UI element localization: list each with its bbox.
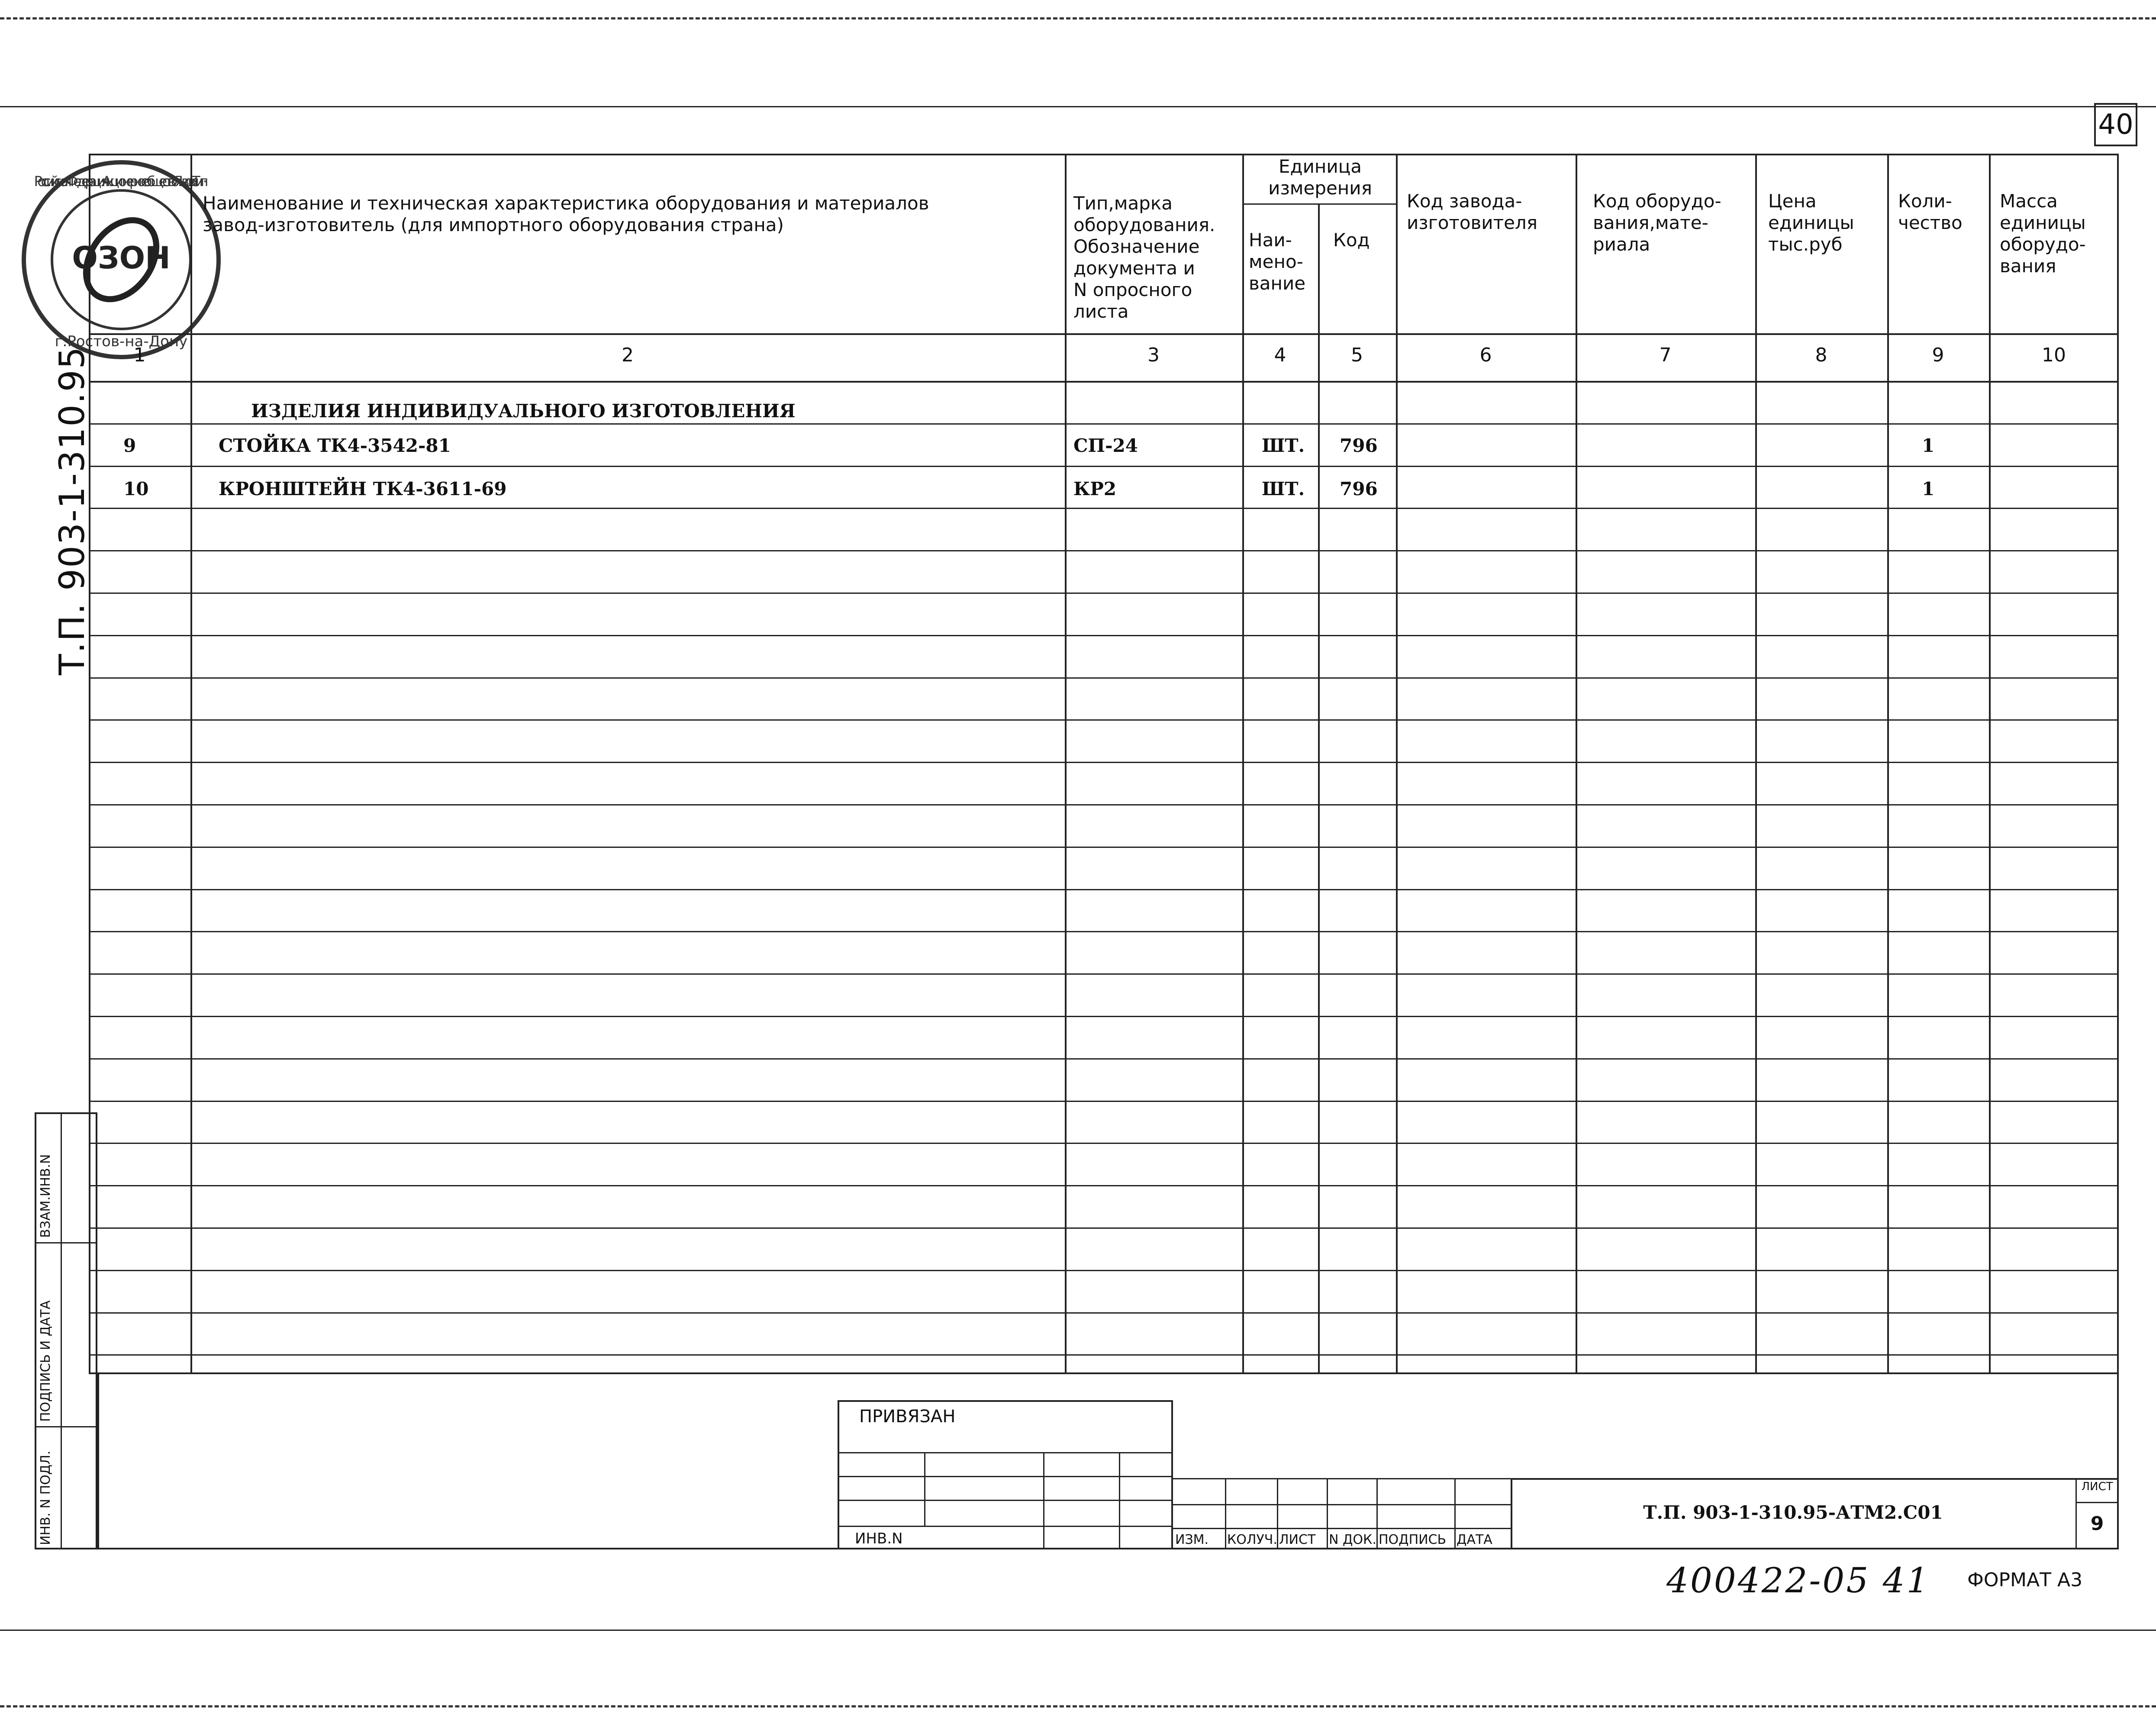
header-col2: Наименование и техническая характеристика оборудования и материалов завод-изготовитель (для импортного оборудования страна) xyxy=(203,193,929,235)
table-row-line xyxy=(89,931,2119,932)
row-qty: 1 xyxy=(1922,478,1935,499)
table-row-line xyxy=(89,1312,2119,1314)
row-type: СП-24 xyxy=(1073,435,1138,456)
col-number: 7 xyxy=(1659,344,1672,366)
inv-n-label: ИНВ.N xyxy=(855,1530,903,1547)
row-unit: ШТ. xyxy=(1262,435,1305,456)
row-name: КРОНШТЕЙН ТК4-3611-69 xyxy=(219,478,507,499)
privyazan-label: ПРИВЯЗАН xyxy=(859,1407,956,1427)
page-number: 40 xyxy=(2094,103,2137,146)
table-row-line xyxy=(89,889,2119,890)
row-code: 796 xyxy=(1340,478,1378,499)
row-code: 796 xyxy=(1340,435,1378,456)
top-cut-line xyxy=(0,17,2156,19)
row-qty: 1 xyxy=(1922,435,1935,456)
sheet-number: 9 xyxy=(2090,1513,2104,1535)
col-number: 2 xyxy=(622,344,634,366)
col-number: 8 xyxy=(1815,344,1827,366)
table-row-line xyxy=(89,804,2119,805)
table-row-line xyxy=(89,466,2119,467)
side-label-inv: ИНВ. N ПОДЛ. xyxy=(38,1450,53,1545)
col-number: 1 xyxy=(133,344,146,366)
col-number: 3 xyxy=(1147,344,1160,366)
row-name: СТОЙКА ТК4-3542-81 xyxy=(219,435,451,456)
handwritten-number: 400422-05 41 xyxy=(1666,1560,1930,1601)
row-position: 9 xyxy=(123,435,136,456)
table-row-line xyxy=(89,1143,2119,1144)
stamp-outer-text: Российская Федерация · Акционерное общество · Львовс · Тип · xyxy=(34,173,209,190)
table-row-line xyxy=(89,550,2119,551)
table-row-line xyxy=(89,677,2119,679)
izm-label: ИЗМ. xyxy=(1175,1532,1209,1547)
header-col5: Код xyxy=(1333,229,1370,251)
table-row-line xyxy=(89,1227,2119,1229)
table-row-line xyxy=(89,719,2119,721)
header-col8: Цена единицы тыс.руб xyxy=(1768,190,1854,255)
col-number: 5 xyxy=(1351,344,1363,366)
table-row-line xyxy=(89,1270,2119,1271)
side-label-vzam: ВЗАМ.ИНВ.N xyxy=(38,1154,53,1238)
table-row-line xyxy=(89,1058,2119,1060)
section-title: ИЗДЕЛИЯ ИНДИВИДУАЛЬНОГО ИЗГОТОВЛЕНИЯ xyxy=(251,400,796,422)
data-label: ДАТА xyxy=(1457,1532,1492,1547)
header-col3: Тип,марка оборудования. Обозначение документа и N опросного листа xyxy=(1073,193,1215,322)
equipment-table xyxy=(89,154,2119,1374)
row-position: 10 xyxy=(123,478,149,499)
header-col6: Код завода- изготовителя xyxy=(1407,190,1538,233)
table-row-line xyxy=(89,1354,2119,1356)
koluch-label: КОЛУЧ. xyxy=(1227,1532,1277,1547)
bottom-border-line xyxy=(0,1630,2156,1631)
row-unit: ШТ. xyxy=(1262,478,1305,499)
col-number: 6 xyxy=(1479,344,1492,366)
table-row-line xyxy=(89,847,2119,848)
row-type: КР2 xyxy=(1073,478,1117,499)
doc-code: Т.П. 903-1-310.95-АТМ2.С01 xyxy=(1643,1502,1943,1523)
stamp-inner-text: ОЗОН xyxy=(72,240,171,276)
col-number: 10 xyxy=(2042,344,2066,366)
table-row-line xyxy=(89,423,2119,425)
header-unit-group: Единица измерения xyxy=(1268,156,1372,199)
table-row-line xyxy=(89,593,2119,594)
side-label-sign: ПОДПИСЬ И ДАТА xyxy=(38,1300,53,1422)
podpis-label: ПОДПИСЬ xyxy=(1379,1532,1447,1547)
header-col10: Масса единицы оборудо- вания xyxy=(2000,190,2086,277)
col-number: 9 xyxy=(1932,344,1944,366)
format-label: ФОРМАТ А3 xyxy=(1967,1569,2083,1591)
sheet-label: ЛИСТ xyxy=(2081,1480,2113,1493)
table-row-line xyxy=(89,1101,2119,1102)
top-border-line xyxy=(0,106,2156,107)
bottom-cut-line xyxy=(0,1705,2156,1707)
list-label: ЛИСТ xyxy=(1279,1532,1316,1547)
side-code: Т.П. 903-1-310.95 xyxy=(52,346,92,675)
table-row-line xyxy=(89,1185,2119,1186)
stamp-city: г.Ростов-на-Дону xyxy=(55,333,188,350)
table-row-line xyxy=(89,635,2119,636)
col-number: 4 xyxy=(1274,344,1286,366)
header-col9: Коли- чество xyxy=(1898,190,1963,233)
table-row-line xyxy=(89,508,2119,509)
ndok-label: N ДОК. xyxy=(1329,1532,1376,1547)
header-col7: Код оборудо- вания,мате- риала xyxy=(1593,190,1721,255)
header-col4: Наи- мено- вание xyxy=(1249,229,1306,294)
table-row-line xyxy=(89,973,2119,975)
table-row-line xyxy=(89,762,2119,763)
table-row-line xyxy=(89,1016,2119,1017)
